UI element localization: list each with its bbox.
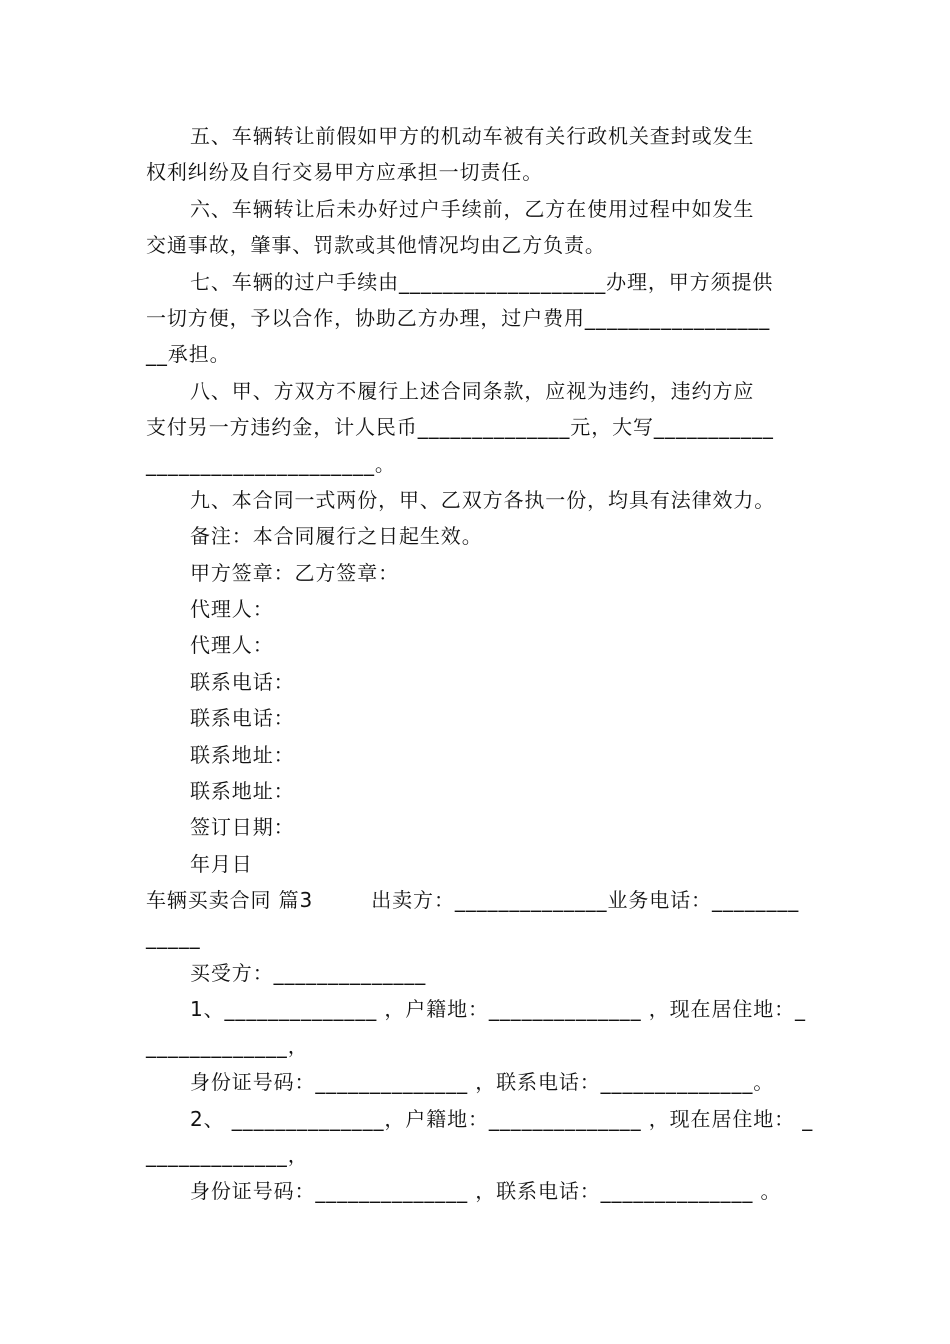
- buyer-line: 买受方：______________: [190, 960, 427, 985]
- clause-6-line-1: 六、车辆转让后未办好过户手续前，乙方在使用过程中如发生: [190, 196, 755, 221]
- clause-8-line-1: 八、甲、方双方不履行上述合同条款，应视为违约，违约方应: [190, 378, 755, 403]
- phone-line-a: 联系电话：: [190, 669, 295, 694]
- contract-3-heading-line: 车辆买卖合同 篇3 出卖方：______________业务电话：________: [146, 888, 800, 913]
- party-2-id-line: 身份证号码：______________ ，联系电话：______________ 。: [190, 1179, 782, 1204]
- party-1-line-2: _____________，: [146, 1033, 309, 1058]
- party-2-line-1: 2、 ______________，户籍地：______________ ，现在居住地： _: [190, 1106, 814, 1131]
- signature-line: 甲方签章：乙方签章：: [190, 560, 399, 585]
- contract-3-heading-continuation: _____: [146, 924, 201, 949]
- party-1-id-line: 身份证号码：______________ ，联系电话：______________。: [190, 1070, 775, 1095]
- agent-line-b: 代理人：: [190, 633, 274, 658]
- clause-8-line-2: 支付另一方违约金，计人民币______________元，大写___________: [146, 415, 774, 440]
- address-line-b: 联系地址：: [190, 779, 295, 804]
- document-page: [146, 118, 814, 1210]
- sign-date-line: 签订日期：: [190, 815, 295, 840]
- clause-6-line-2: 交通事故，肇事、罚款或其他情况均由乙方负责。: [146, 233, 606, 258]
- clause-7-line-1: 七、车辆的过户手续由___________________办理，甲方须提供: [190, 269, 774, 294]
- party-2-line-2: _____________，: [146, 1142, 309, 1167]
- clause-5-line-1: 五、车辆转让前假如甲方的机动车被有关行政机关查封或发生: [190, 124, 755, 148]
- date-placeholder-line: 年月日: [190, 851, 253, 876]
- address-line-a: 联系地址：: [190, 742, 295, 767]
- phone-line-b: 联系电话：: [190, 706, 295, 731]
- clause-9-line: 九、本合同一式两份，甲、乙双方各执一份，均具有法律效力。: [190, 487, 776, 512]
- clause-7-line-2: 一切方便，予以合作，协助乙方办理，过户费用_________________: [146, 305, 771, 330]
- clause-7-line-3: __承担。: [146, 342, 231, 367]
- agent-line-a: 代理人：: [190, 597, 274, 622]
- clause-8-line-3: _____________________。: [146, 451, 396, 476]
- party-1-line-1: 1、______________ ，户籍地：______________ ，现在居住地：_: [190, 997, 806, 1022]
- remarks-line: 备注：本合同履行之日起生效。: [190, 524, 483, 549]
- clause-5-line-2: 权利纠纷及自行交易甲方应承担一切责任。: [146, 160, 544, 185]
